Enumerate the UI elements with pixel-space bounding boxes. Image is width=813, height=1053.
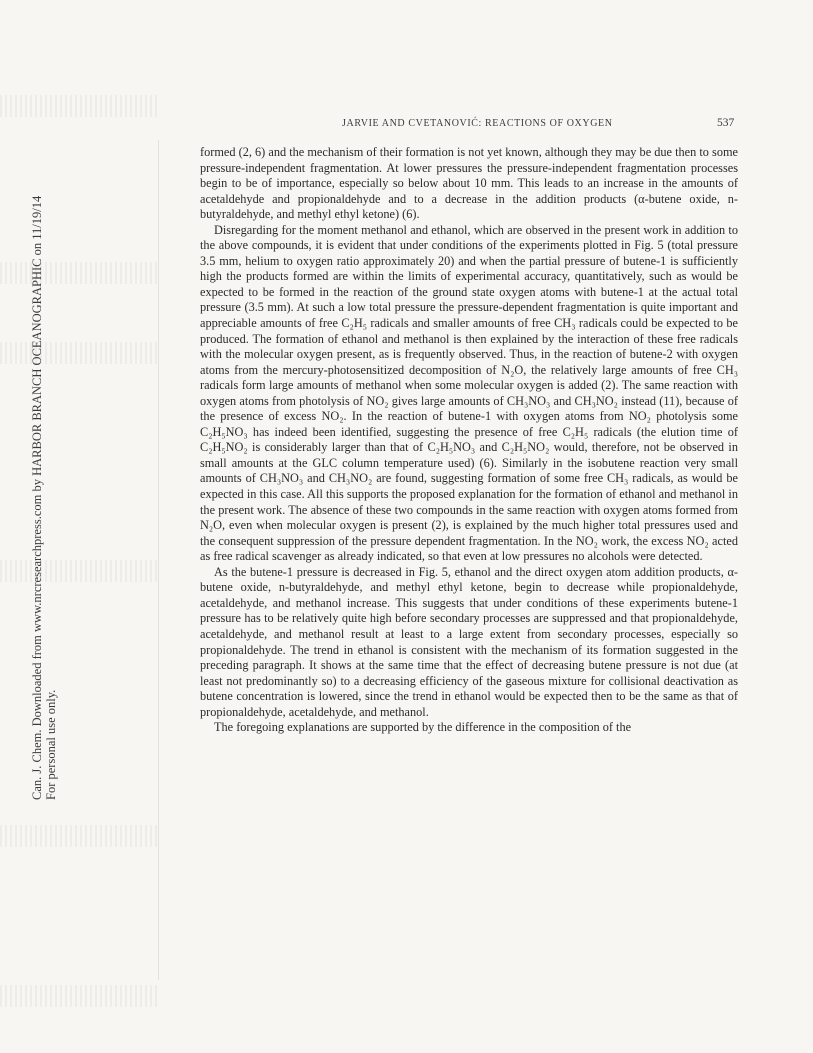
scan-speckle [0,985,160,1007]
download-notice: Can. J. Chem. Downloaded from www.nrcresearchpress.com by HARBOR BRANCH OCEANOGRAPHIC on 11/19/14 [30,195,44,800]
article-body [200,145,738,736]
scan-speckle [0,95,160,117]
paragraph: The foregoing explanations are supported by the difference in the composition of the [214,720,632,735]
page-number: 537 [717,117,735,129]
scan-speckle [0,342,160,364]
running-title: JARVIE AND CVETANOVIĆ: REACTIONS OF OXYGEN [342,118,613,129]
paragraph: Disregarding for the moment methanol and ethanol, which are observed in the present work in addition to the above compounds, it is evident that under conditions of the experiments plotted in Fig. 5 (total pressure 3.5 mm, helium to oxygen ratio approximately 20) and when the partial pressure of butene-1 is sufficiently high the products formed are within the limits of experimental accuracy, quantitatively, such as would be expected to be formed in the reaction of the ground state oxygen atoms with butene-1 at the actual total pressure (3.5 mm). At such a low total pressure the pressure-dependent fragmentation is quite important and appreciable amounts of free C₂H₅ radicals and smaller amounts of free CH₃ radicals could be expected to be produced. The formation of ethanol and methanol is then explained by the interaction of these free radicals with the molecular oxygen present, as is frequently observed. Thus, in the reaction of butene-2 with oxygen atoms from the mercury-photosensitized decomposition of N₂O, the relatively large amounts of free CH₃ radicals form large amounts of methanol when some molecular oxygen is added (2). The same reaction with oxygen atoms from photolysis of NO₂ gives large amounts of CH₃NO₃ and CH₃NO₂ instead (11), because of the presence of excess NO₂. In the reaction of butene-1 with oxygen atoms from NO₂ photolysis some C₂H₅NO₃ has indeed been identified, suggesting the presence of free C₂H₅ radicals (the elution time of C₂H₅NO₂ is considerably larger than that of C₂H₅NO₃ and C₂H₅NO₂ would, therefore, not be observed in small amounts at the GLC column temperature used) (6). Similarly in the isobutene reaction very small amounts of CH₃NO₃ and CH₃NO₂ are found, suggesting formation of some free CH₃ radicals, as would be expected in this case. All this supports the proposed explanation for the formation of ethanol and methanol in the present work. The absence of these two compounds in the same reaction with oxygen atoms formed from N₂O, even when molecular oxygen is present (2), is explained by the much higher total pressures used and the consequent suppression of the pressure dependent fragmentation. In the NO₂ work, the excess NO₂ acted as free radical scavenger as already indicated, so that even at low pressures no alcohols were detected. [200,222,738,564]
running-head [0,118,813,132]
scan-speckle [0,262,160,284]
paragraph: As the butene-1 pressure is decreased in Fig. 5, ethanol and the direct oxygen atom addition products, α-butene oxide, n-butyraldehyde, and methyl ethyl ketone, begin to decrease while propionaldehyde, acetaldehyde, and methanol increase. This suggests that under conditions of these experiments butene-1 pressure has to be relatively quite high before secondary processes are suppressed and that propionaldehyde, acetaldehyde, and methanol result at least to a large extent from secondary processes, especially so propionaldehyde. The trend in ethanol is consistent with the mechanism of its formation suggested in the preceding paragraph. It shows at the same time that the effect of decreasing butene pressure is not due (at least not predominantly so) to a decreasing efficiency of the gaseous mixture for collisional deactivation as butene concentration is lowered, since the trend in ethanol would be expected then to be the same as that of propionaldehyde, acetaldehyde, and methanol. [200,564,738,719]
scan-speckle [0,825,160,847]
binding-margin-rule [158,140,159,980]
scan-speckle [0,560,160,582]
personal-use-notice: For personal use only. [44,689,58,800]
paragraph: formed (2, 6) and the mechanism of their formation is not yet known, although they may be due then to some pressure-independent fragmentation. At lower pressures the pressure-independent fragmentation processes begin to be of importance, especially so below about 10 mm. This leads to an increase in the amounts of acetaldehyde and propionaldehyde and to a decrease in the addition products (α-butene oxide, n-butyraldehyde, and methyl ethyl ketone) (6). [200,145,738,222]
download-sidebar [30,195,58,800]
